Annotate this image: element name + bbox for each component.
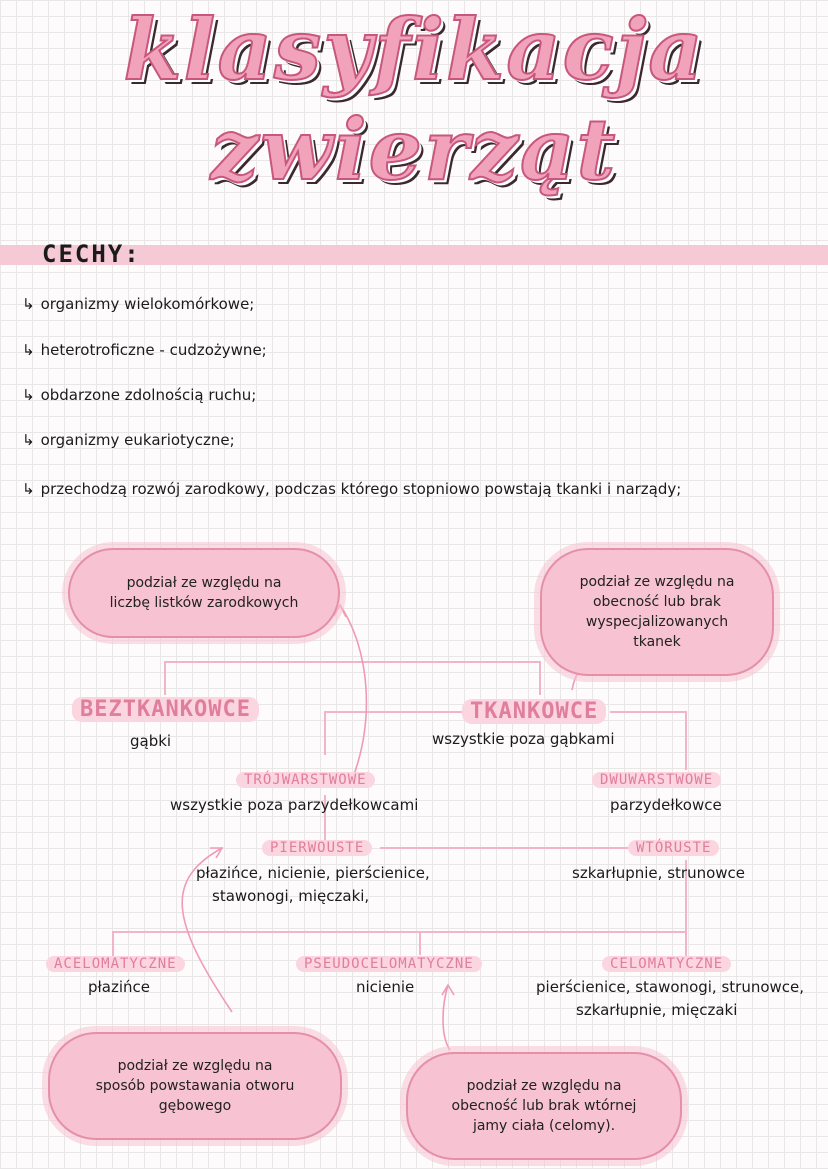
feature-item: ↳ obdarzone zdolnością ruchu; — [22, 386, 257, 404]
arrowhead-pierwouste — [210, 848, 222, 858]
arrow-icon: ↳ — [22, 480, 35, 498]
node-celomatyczne-desc-2: szkarłupnie, mięczaki — [576, 1001, 738, 1019]
node-celomatyczne-label: CELOMATYCZNE — [602, 956, 731, 972]
node-pierwouste-desc-2: stawonogi, mięczaki, — [212, 887, 370, 905]
node-pierwouste-desc: płazińce, nicienie, pierścienice, — [196, 864, 430, 882]
arrow-icon: ↳ — [22, 295, 35, 313]
feature-item: ↳ przechodzą rozwój zarodkowy, podczas którego stopniowo powstają tkanki i narządy; — [22, 480, 682, 498]
title-line-1: klasyfikacja — [123, 0, 705, 99]
node-tkankowce-label: TKANKOWCE — [462, 699, 606, 724]
node-dwuwarstwowe-desc: parzydełkowce — [610, 796, 722, 814]
node-beztkankowce-label: BEZTKANKOWCE — [72, 697, 259, 722]
node-celomatyczne-desc: pierścienice, stawonogi, strunowce, — [536, 978, 805, 996]
node-trojwarstwowe-label: TRÓJWARSTWOWE — [236, 772, 375, 788]
node-acelomatyczne-label: ACELOMATYCZNE — [46, 956, 185, 972]
arrow-to-listki — [340, 605, 366, 780]
node-wtorouste-desc: szkarłupnie, strunowce — [572, 864, 745, 882]
arrow-icon: ↳ — [22, 431, 35, 449]
cloud-jama: podział ze względu na obecność lub brak wtórnej jamy ciała (celomy). — [406, 1052, 682, 1160]
node-acelomatyczne-desc: płazińce — [88, 978, 150, 996]
node-wtorouste-label: WTÓRUSTE — [628, 840, 719, 856]
arrow-icon: ↳ — [22, 386, 35, 404]
feature-item: ↳ organizmy wielokomórkowe; — [22, 295, 255, 313]
node-trojwarstwowe-desc: wszystkie poza parzydełkowcami — [170, 796, 419, 814]
arrow-to-pseudo — [443, 985, 450, 1050]
connector-tkankowce-right — [610, 712, 686, 770]
cloud-listki: podział ze względu na liczbę listków zarodkowych — [68, 548, 340, 638]
node-dwuwarstwowe-label: DWUWARSTWOWE — [592, 772, 721, 788]
node-tkankowce-desc: wszystkie poza gąbkami — [432, 730, 615, 748]
node-beztkankowce-desc: gąbki — [130, 732, 172, 750]
cechy-heading: CECHY: — [42, 240, 141, 268]
title-line-2: zwierząt — [210, 100, 618, 199]
arrow-icon: ↳ — [22, 341, 35, 359]
node-pierwouste-label: PIERWOUSTE — [262, 840, 372, 856]
connector-root — [165, 662, 540, 695]
feature-item: ↳ heterotroficzne - cudzożywne; — [22, 341, 267, 359]
cloud-otwor: podział ze względu na sposób powstawania otworu gębowego — [48, 1032, 342, 1140]
node-pseudocelomatyczne-desc: nicienie — [356, 978, 415, 996]
arrowhead-pseudo — [442, 985, 454, 995]
node-pseudocelomatyczne-label: PSEUDOCELOMATYCZNE — [296, 956, 482, 972]
cloud-tkanki: podział ze względu na obecność lub brak wyspecjalizowanych tkanek — [540, 548, 774, 676]
feature-item: ↳ organizmy eukariotyczne; — [22, 431, 235, 449]
